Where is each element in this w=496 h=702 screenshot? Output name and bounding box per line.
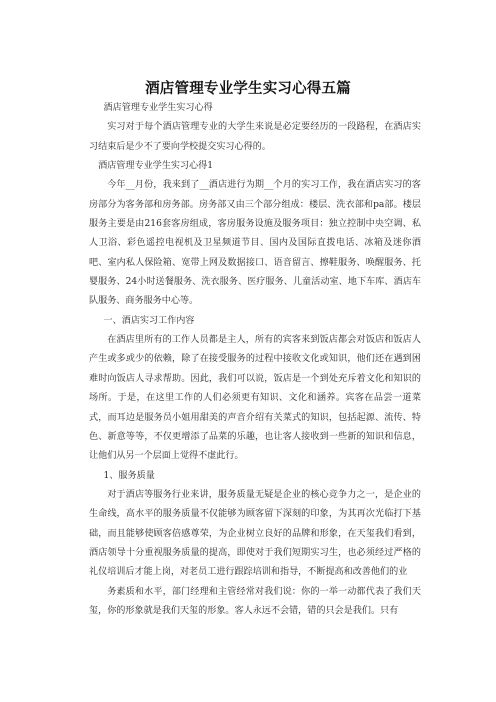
- document-title: 酒店管理专业学生实习心得五篇: [145, 81, 351, 97]
- paragraph-heading: 酒店管理专业学生实习心得1: [98, 161, 214, 172]
- section-heading: 1、服务质量: [103, 470, 155, 481]
- paragraph-heading: 酒店管理专业学生实习心得: [103, 103, 213, 113]
- paragraph: 务素质和水平，部门经理和主管经常对我们说：你的一举一动都代表了我们天玺，你的形象就是我们天玺的形象。客人永远不会错，错的只会是我们。只有: [89, 586, 421, 616]
- paragraph: 实习对于每个酒店管理专业的大学生来说是必定要经历的一段路程，在酒店实习结束后是少不了要向学校提交实习心得的。: [89, 122, 421, 152]
- paragraph: 在酒店里所有的工作人员都是主人，所有的宾客来到饭店都会对饭店和饭店人产生或多或少的依赖，除了在接受服务的过程中接收文化或知识，他们还在遇到困难时向饭店人寻求帮助。因此，我们可以说，饭店是一个到处充斥着文化和知识的场所。于是，在这里工作的人们必须更有知识、文化和涵养。宾客在品尝一道菜式，而耳边是服务员小姐用甜美的声音介绍有关菜式的知识，包括起源、流传、特色、新意等等，不仅更增添了品菜的乐趣，也让客人接收到一些新的知识和信息，让他们从另一个层面上觉得不虚此行。: [89, 335, 421, 462]
- document-body: [89, 99, 421, 621]
- paragraph: 今年__月份，我来到了__酒店进行为期__个月的实习工作，我在酒店实习的客房部分为客务部和房务部。房务部又由三个部分组成：楼层、洗衣部和pa部。楼层服务主要是由216套客房组成，客房服务设施及服务项目：独立控制中央空调、私人卫浴、彩色遥控电视机及卫星频道节目、国内及国际直拨电话、冰箱及迷你酒吧、室内私人保险箱、宽带上网及数据接口、语音留言、擦鞋服务、唤醒服务、托婴服务、24小时送餐服务、洗衣服务、医疗服务、儿童活动室、地下车库、酒店车队服务、商务服务中心等。: [89, 180, 421, 307]
- section-heading: 一、酒店实习工作内容: [103, 315, 195, 326]
- paragraph: 对于酒店等服务行业来讲，服务质量无疑是企业的核心竞争力之一，是企业的生命线，高水平的服务质量不仅能够为顾客留下深刻的印象，为其再次光临打下基础，而且能够使顾客倍感尊荣，为企业树立良好的品牌和形象，在天玺我们看到，酒店领导十分重视服务质量的提高，即使对于我们短期实习生，也必须经过严格的礼仪培训后才能上岗，对老员工进行跟踪培训和指导，不断提高和改善他们的业: [89, 489, 421, 578]
